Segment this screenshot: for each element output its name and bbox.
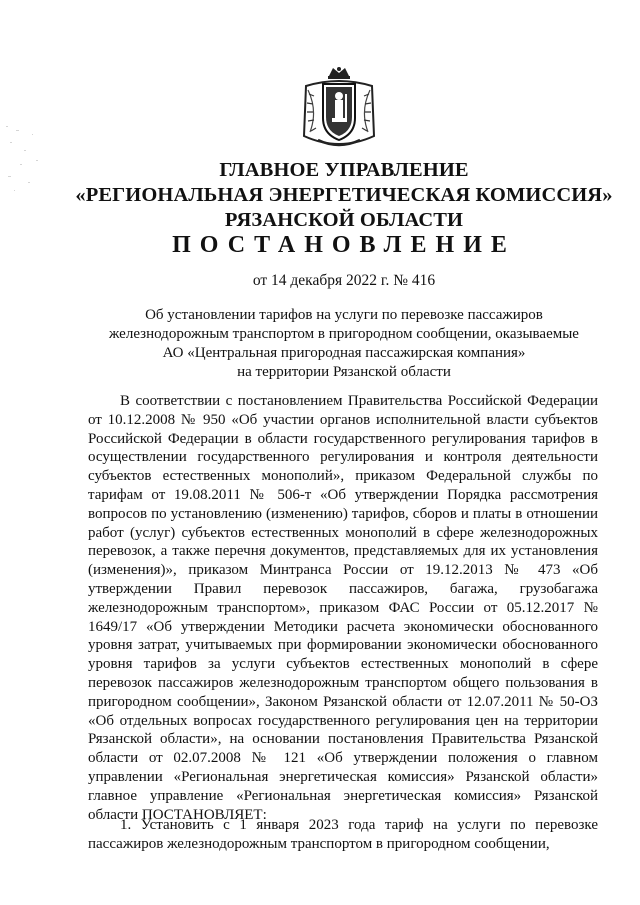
subject-line: АО «Центральная пригородная пассажирская компания» [162, 345, 526, 361]
coat-of-arms-icon [298, 66, 380, 154]
document-date-number: от 14 декабря 2022 г. № 416 [252, 272, 436, 289]
org-line: «РЕГИОНАЛЬНАЯ ЭНЕРГЕТИЧЕСКАЯ КОМИССИЯ» [75, 184, 613, 206]
preamble-paragraph: В соответствии с постановлением Правительства Российской Федерации от 10.12.2008 № 950 «Об участии органов исполнительной власти субъектов Российской Федерации в области государственного регулирования тарифов в осуществлении государственного регулирования и контроля деятельности субъектов естественных монополий», приказом Федеральной службы по тарифам от 19.08.2011 № 506-т «Об утверждении Порядка рассмотрения вопросов по установлению (изменению) тарифов, сборов и платы в отношении работ (услуг) субъектов естественных монополий в сфере железнодорожных перевозок, а также перечня документов, представляемых для их установления (изменения)», приказом Минтранса России от 19.12.2013 № 473 «Об утверждении Правил перевозок пассажиров, багажа, грузобагажа железнодорожным транспортом», приказом ФАС России от 05.12.2017 № 1649/17 «Об утверждении Методики расчета экономически обоснованного уровня затрат, учитываемых при формировании экономически обоснованного уровня тарифов за услуги субъектов естественных монополий в сфере перевозок пассажиров железнодорожным транспортом общего пользования в пригородном сообщении», Законом Рязанской области от 12.07.2011 № 50-ОЗ «Об отдельных вопросах государственного регулирования цен на территории Рязанской области», на основании постановления Правительства Рязанской области от 02.07.2008 № 121 «Об утверждении положения о главном управлении «Региональная энергетическая комиссия» Рязанской области» главное управление «Региональная энергетическая комиссия» Рязанской области ПОСТАНОВЛЯЕТ: [88, 393, 598, 823]
org-line: РЯЗАНСКОЙ ОБЛАСТИ [224, 209, 464, 231]
org-line: ГЛАВНОЕ УПРАВЛЕНИЕ [219, 159, 469, 181]
document-type-title: ПОСТАНОВЛЕНИЕ [172, 232, 516, 258]
subject-line: Об установлении тарифов на услуги по перевозке пассажиров [145, 307, 543, 323]
subject-line: на территории Рязанской области [237, 364, 451, 380]
subject-line: железнодорожным транспортом в пригородном сообщении, оказываемые [109, 326, 579, 342]
organization-name [60, 158, 628, 233]
scan-noise [2, 120, 46, 200]
item-paragraph-1: 1. Установить с 1 января 2023 года тариф на услуги по перевозке пассажиров железнодорожным транспортом в пригородном сообщении, [88, 817, 598, 852]
document-subject [70, 306, 618, 382]
